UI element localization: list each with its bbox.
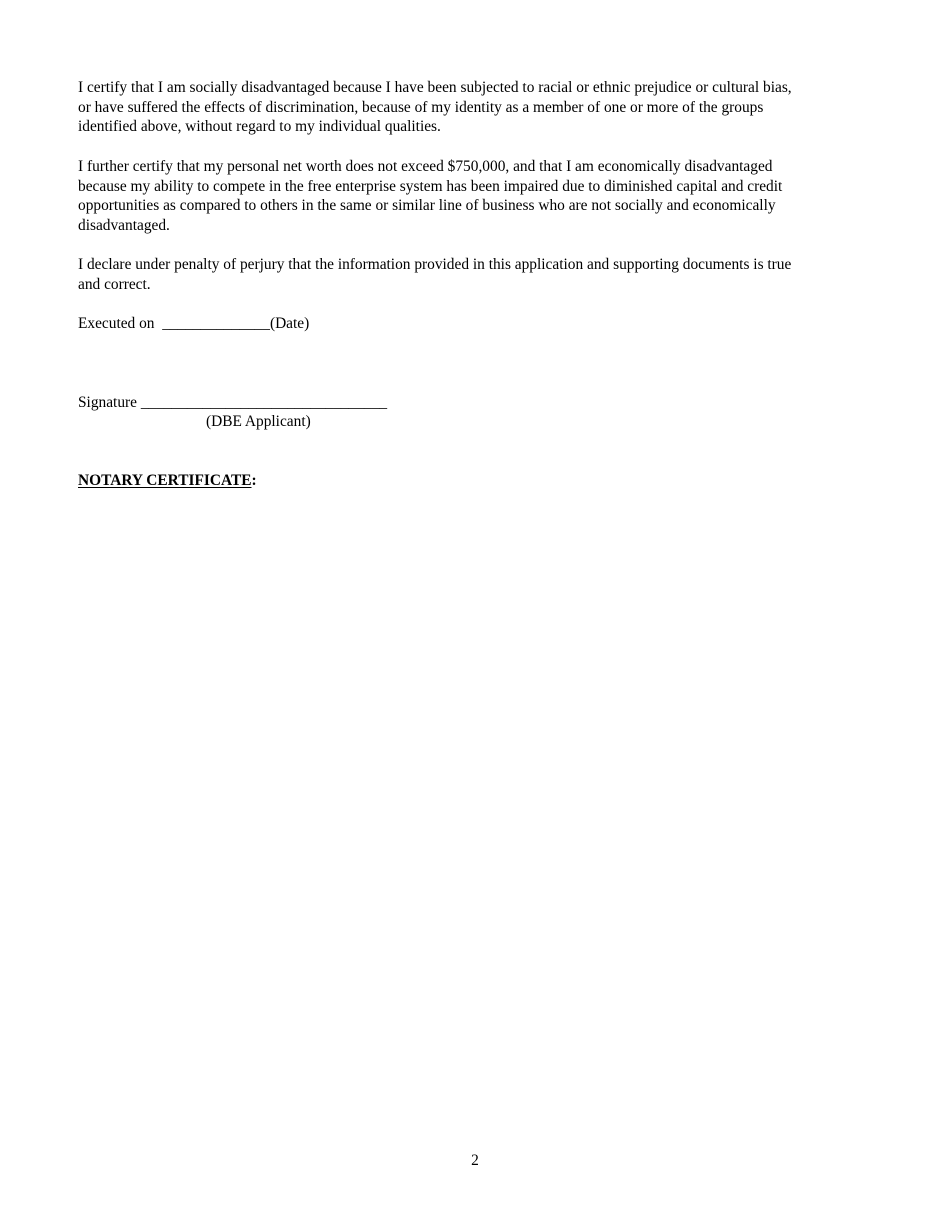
economic-disadvantage-paragraph xyxy=(78,157,878,235)
paragraph-line: disadvantaged. xyxy=(78,216,170,234)
signature-line xyxy=(78,393,387,413)
social-disadvantage-paragraph xyxy=(78,78,878,137)
paragraph-line: opportunities as compared to others in the same or similar line of business who are not socially and economically xyxy=(78,197,776,215)
date-blank-field[interactable]: ______________ xyxy=(162,315,270,332)
paragraph-line: identified above, without regard to my individual qualities. xyxy=(78,118,441,136)
notary-heading-colon: : xyxy=(251,472,257,489)
paragraph-line: and correct. xyxy=(78,275,151,293)
date-suffix-label: (Date) xyxy=(269,315,310,332)
perjury-declaration-paragraph xyxy=(78,255,878,294)
executed-on-line xyxy=(78,314,309,334)
signature-caption: (DBE Applicant) xyxy=(206,413,311,430)
paragraph-line: or have suffered the effects of discrimination, because of my identity as a member of one or more of the groups xyxy=(78,98,764,116)
executed-on-label: Executed on xyxy=(78,315,155,332)
paragraph-line: I further certify that my personal net worth does not exceed $750,000, and that I am economically disadvantaged xyxy=(78,158,773,175)
paragraph-line: I declare under penalty of perjury that the information provided in this application and supporting documents is true xyxy=(78,256,792,273)
paragraph-line: I certify that I am socially disadvantaged because I have been subjected to racial or ethnic prejudice or cultural bias, xyxy=(78,79,792,96)
notary-heading-text: NOTARY CERTIFICATE xyxy=(78,472,252,489)
page-number: 2 xyxy=(471,1152,479,1169)
signature-blank-field[interactable]: ________________________________ xyxy=(140,394,388,411)
notary-certificate-heading xyxy=(78,471,257,491)
paragraph-line: because my ability to compete in the free enterprise system has been impaired due to diminished capital and credit xyxy=(78,177,783,195)
signature-label: Signature xyxy=(78,394,137,411)
